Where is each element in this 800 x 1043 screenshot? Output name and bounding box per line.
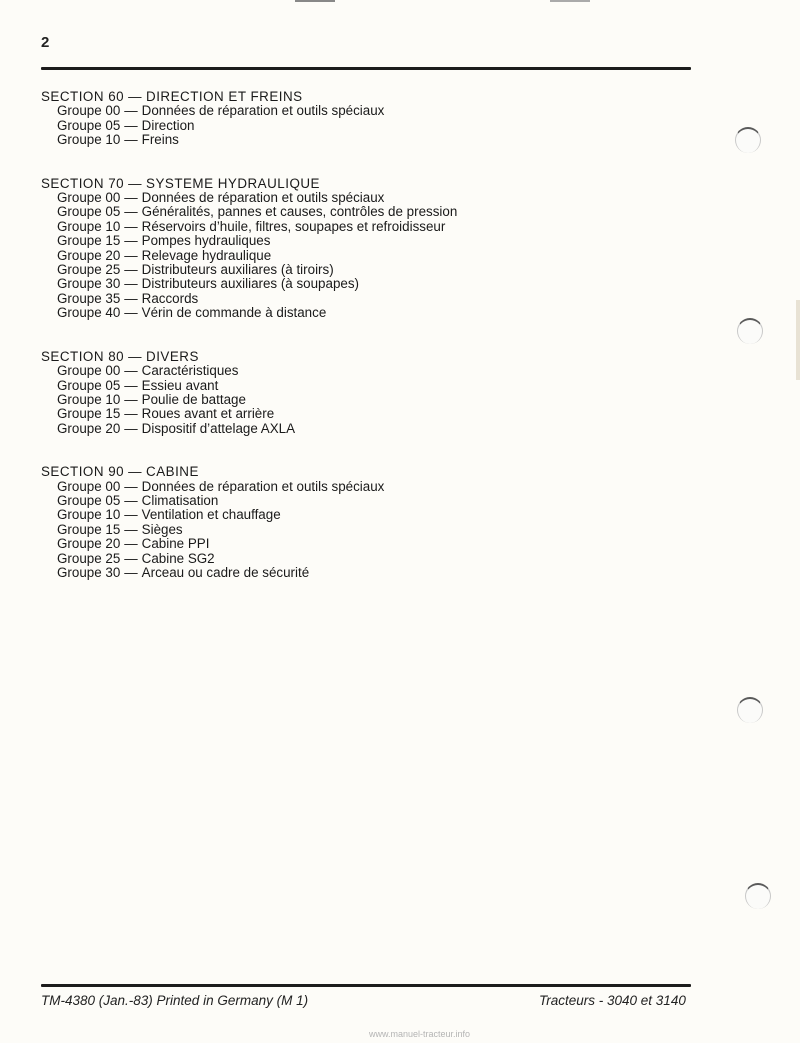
- group-item: [41, 306, 681, 320]
- section-heading: [41, 465, 681, 479]
- section-title: CABINE: [146, 464, 199, 480]
- group-title: Données de réparation et outils spéciaux: [141, 478, 385, 494]
- section-heading: [41, 90, 681, 104]
- group-item: [41, 393, 681, 407]
- group-label: Groupe 00: [57, 363, 121, 379]
- group-title: Raccords: [141, 290, 199, 306]
- group-label: Groupe 20: [57, 536, 121, 552]
- group-item: [41, 422, 681, 436]
- group-item: [41, 191, 681, 205]
- punch-hole-3: [737, 697, 763, 723]
- separator-dash: —: [124, 536, 138, 552]
- group-item: [41, 133, 681, 147]
- separator-dash: —: [124, 564, 138, 580]
- group-item: [41, 494, 681, 508]
- group-label: Groupe 25: [57, 550, 121, 566]
- group-item: [41, 523, 681, 537]
- separator-dash: —: [124, 550, 138, 566]
- table-of-contents: [41, 90, 681, 609]
- group-label: Groupe 10: [57, 507, 121, 523]
- group-item: [41, 234, 681, 248]
- scan-mark-right: [550, 0, 590, 2]
- punch-hole-1: [735, 127, 761, 153]
- group-label: Groupe 25: [57, 262, 121, 278]
- separator-dash: —: [124, 218, 138, 234]
- group-item: [41, 407, 681, 421]
- group-item: [41, 263, 681, 277]
- group-item: [41, 205, 681, 219]
- group-item: [41, 364, 681, 378]
- section-heading: [41, 350, 681, 364]
- footer-rule: [41, 984, 691, 987]
- page-edge: [796, 300, 800, 380]
- footer-document-ref: TM-4380 (Jan.-83) Printed in Germany (M 1): [41, 993, 309, 1008]
- group-title: Cabine SG2: [141, 550, 215, 566]
- group-title: Distributeurs auxiliares (à tiroirs): [141, 262, 334, 278]
- separator-dash: —: [124, 276, 138, 292]
- group-item: [41, 277, 681, 291]
- group-item: [41, 480, 681, 494]
- group-label: Groupe 05: [57, 204, 121, 220]
- section-title: DIRECTION ET FREINS: [146, 89, 303, 104]
- separator-dash: —: [124, 117, 138, 133]
- group-label: Groupe 20: [57, 420, 121, 436]
- separator-dash: —: [128, 464, 143, 480]
- separator-dash: —: [124, 262, 138, 278]
- group-title: Arceau ou cadre de sécurité: [141, 564, 310, 580]
- group-label: Groupe 30: [57, 276, 121, 292]
- group-item: [41, 552, 681, 566]
- section-title: DIVERS: [146, 348, 199, 364]
- header-rule: [41, 67, 691, 70]
- separator-dash: —: [124, 406, 138, 422]
- group-title: Caractéristiques: [141, 363, 239, 379]
- group-label: Groupe 05: [57, 492, 121, 508]
- group-label: Groupe 30: [57, 564, 121, 580]
- group-item: [41, 379, 681, 393]
- group-title: Relevage hydraulique: [141, 247, 272, 263]
- separator-dash: —: [124, 132, 138, 148]
- footer-model-title: Tracteurs - 3040 et 3140: [539, 993, 686, 1008]
- group-title: Freins: [141, 132, 179, 148]
- separator-dash: —: [124, 478, 138, 494]
- group-item: [41, 292, 681, 306]
- group-label: Groupe 35: [57, 290, 121, 306]
- section-title: SYSTEME HYDRAULIQUE: [146, 175, 320, 191]
- group-title: Vérin de commande à distance: [141, 305, 327, 321]
- group-label: Groupe 15: [57, 233, 121, 249]
- separator-dash: —: [124, 290, 138, 306]
- group-item: [41, 249, 681, 263]
- group-title: Ventilation et chauffage: [141, 507, 281, 523]
- separator-dash: —: [128, 348, 143, 364]
- separator-dash: —: [124, 103, 138, 119]
- group-title: Dispositif d’attelage AXLA: [141, 420, 296, 436]
- group-item: [41, 104, 681, 118]
- group-label: Groupe 00: [57, 478, 121, 494]
- section-label: SECTION 80: [41, 348, 125, 364]
- separator-dash: —: [124, 190, 138, 206]
- section-80: [41, 350, 681, 436]
- separator-dash: —: [124, 391, 138, 407]
- group-label: Groupe 10: [57, 132, 121, 148]
- section-70: [41, 177, 681, 321]
- group-label: Groupe 00: [57, 190, 121, 206]
- separator-dash: —: [124, 377, 138, 393]
- group-title: Réservoirs d’huile, filtres, soupapes et refroidisseur: [141, 218, 446, 234]
- separator-dash: —: [124, 492, 138, 508]
- group-label: Groupe 10: [57, 391, 121, 407]
- group-label: Groupe 15: [57, 521, 121, 537]
- group-item: [41, 220, 681, 234]
- section-heading: [41, 177, 681, 191]
- separator-dash: —: [124, 507, 138, 523]
- group-title: Direction: [141, 117, 195, 133]
- group-title: Essieu avant: [141, 377, 219, 393]
- group-title: Sièges: [141, 521, 183, 537]
- group-item: [41, 508, 681, 522]
- group-title: Données de réparation et outils spéciaux: [141, 103, 385, 119]
- separator-dash: —: [124, 420, 138, 436]
- section-90: [41, 465, 681, 580]
- group-item: [41, 119, 681, 133]
- separator-dash: —: [124, 233, 138, 249]
- separator-dash: —: [128, 89, 143, 104]
- group-label: Groupe 15: [57, 406, 121, 422]
- group-label: Groupe 05: [57, 117, 121, 133]
- section-label: SECTION 60: [41, 89, 125, 104]
- separator-dash: —: [124, 204, 138, 220]
- group-title: Roues avant et arrière: [141, 406, 275, 422]
- separator-dash: —: [124, 363, 138, 379]
- separator-dash: —: [128, 175, 143, 191]
- section-label: SECTION 70: [41, 175, 125, 191]
- scan-mark-left: [295, 0, 335, 2]
- separator-dash: —: [124, 247, 138, 263]
- punch-hole-4: [745, 883, 771, 909]
- page-number: 2: [41, 34, 50, 51]
- section-60: [41, 90, 681, 148]
- group-label: Groupe 20: [57, 247, 121, 263]
- separator-dash: —: [124, 521, 138, 537]
- group-title: Données de réparation et outils spéciaux: [141, 190, 385, 206]
- group-title: Poulie de battage: [141, 391, 246, 407]
- group-item: [41, 537, 681, 551]
- group-label: Groupe 40: [57, 305, 121, 321]
- group-label: Groupe 10: [57, 218, 121, 234]
- group-title: Pompes hydrauliques: [141, 233, 271, 249]
- group-title: Distributeurs auxiliares (à soupapes): [141, 276, 359, 292]
- separator-dash: —: [124, 305, 138, 321]
- group-label: Groupe 05: [57, 377, 121, 393]
- watermark: www.manuel-tracteur.info: [369, 1029, 471, 1039]
- group-title: Climatisation: [141, 492, 219, 508]
- group-title: Généralités, pannes et causes, contrôles de pression: [141, 204, 458, 220]
- punch-hole-2: [737, 318, 763, 344]
- section-label: SECTION 90: [41, 464, 125, 480]
- group-title: Cabine PPI: [141, 536, 210, 552]
- group-item: [41, 566, 681, 580]
- group-label: Groupe 00: [57, 103, 121, 119]
